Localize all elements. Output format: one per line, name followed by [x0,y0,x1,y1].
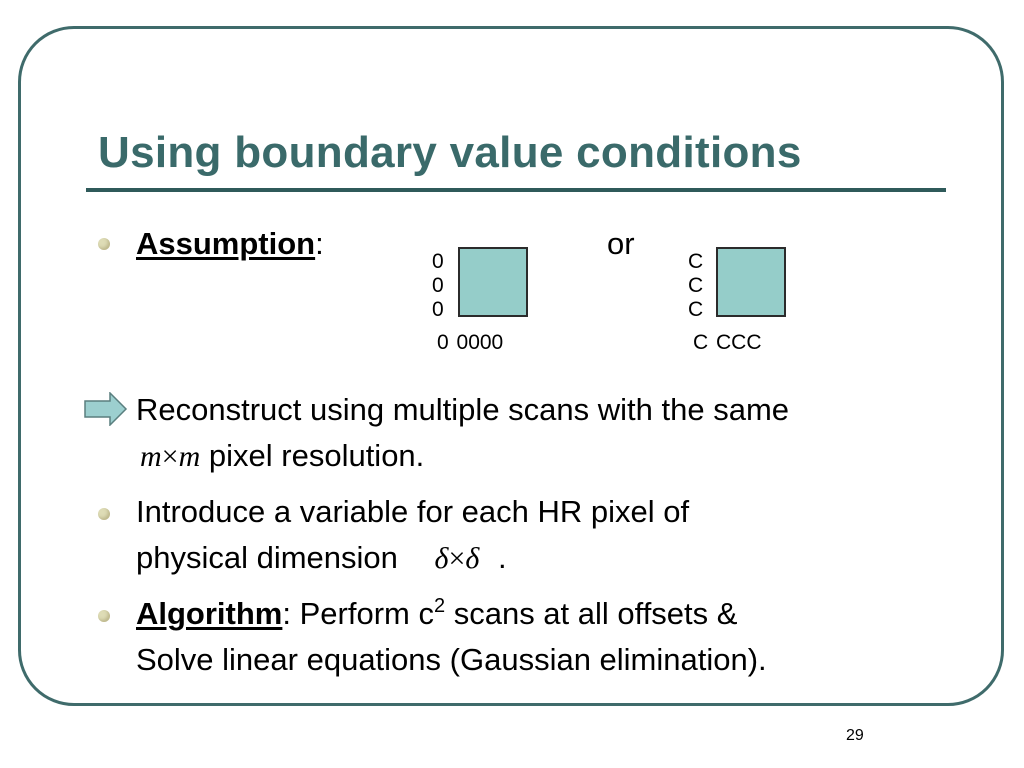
assumption-line [136,226,324,262]
algorithm-label: Algorithm [136,596,283,631]
left-bottom-label: 0 0000 [437,331,504,354]
right-side-label-1: C [688,250,704,273]
boundary-box-c [716,247,786,317]
introduce-line-2-text: physical dimension [136,540,398,575]
introduce-period: . [498,540,507,575]
math-delta-times-delta [435,542,480,575]
math-m: m [140,440,162,473]
algorithm-superscript: 2 [433,595,446,617]
page-number: 29 [846,727,864,744]
algorithm-text-a: : Perform c [282,596,434,631]
reconstruct-line-1: Reconstruct using multiple scans with the same [136,392,790,427]
math-times: × [161,440,179,473]
bullet-dot [98,508,110,520]
left-side-label-3: 0 [432,298,444,321]
math-m2: m [178,440,201,473]
reconstruct-line-2 [140,438,424,475]
bullet-dot [98,610,110,622]
or-label: or [607,226,635,261]
right-bottom-label: C CCC [693,331,762,354]
right-side-label-3: C [688,298,704,321]
left-side-label-1: 0 [432,250,444,273]
boundary-box-zero [458,247,528,317]
slide-title: Using boundary value conditions [98,128,802,177]
math-delta: δ [434,542,449,575]
algorithm-line-1 [136,596,737,632]
reconstruct-line-2-text: pixel resolution. [208,438,425,473]
assumption-label: Assumption [136,226,316,261]
math-m-times-m [140,440,200,473]
title-underline-rule [86,188,946,192]
right-arrow-icon [84,392,128,426]
math-delta2: δ [465,542,480,575]
math-times: × [448,542,466,575]
assumption-colon: : [315,226,324,261]
algorithm-text-b: scans at all offsets & [445,596,738,631]
bullet-dot [98,238,110,250]
algorithm-line-2: Solve linear equations (Gaussian elimination). [136,642,767,677]
left-side-label-2: 0 [432,274,444,297]
introduce-line-2 [136,540,507,577]
right-side-label-2: C [688,274,704,297]
introduce-line-1: Introduce a variable for each HR pixel of [136,494,690,529]
